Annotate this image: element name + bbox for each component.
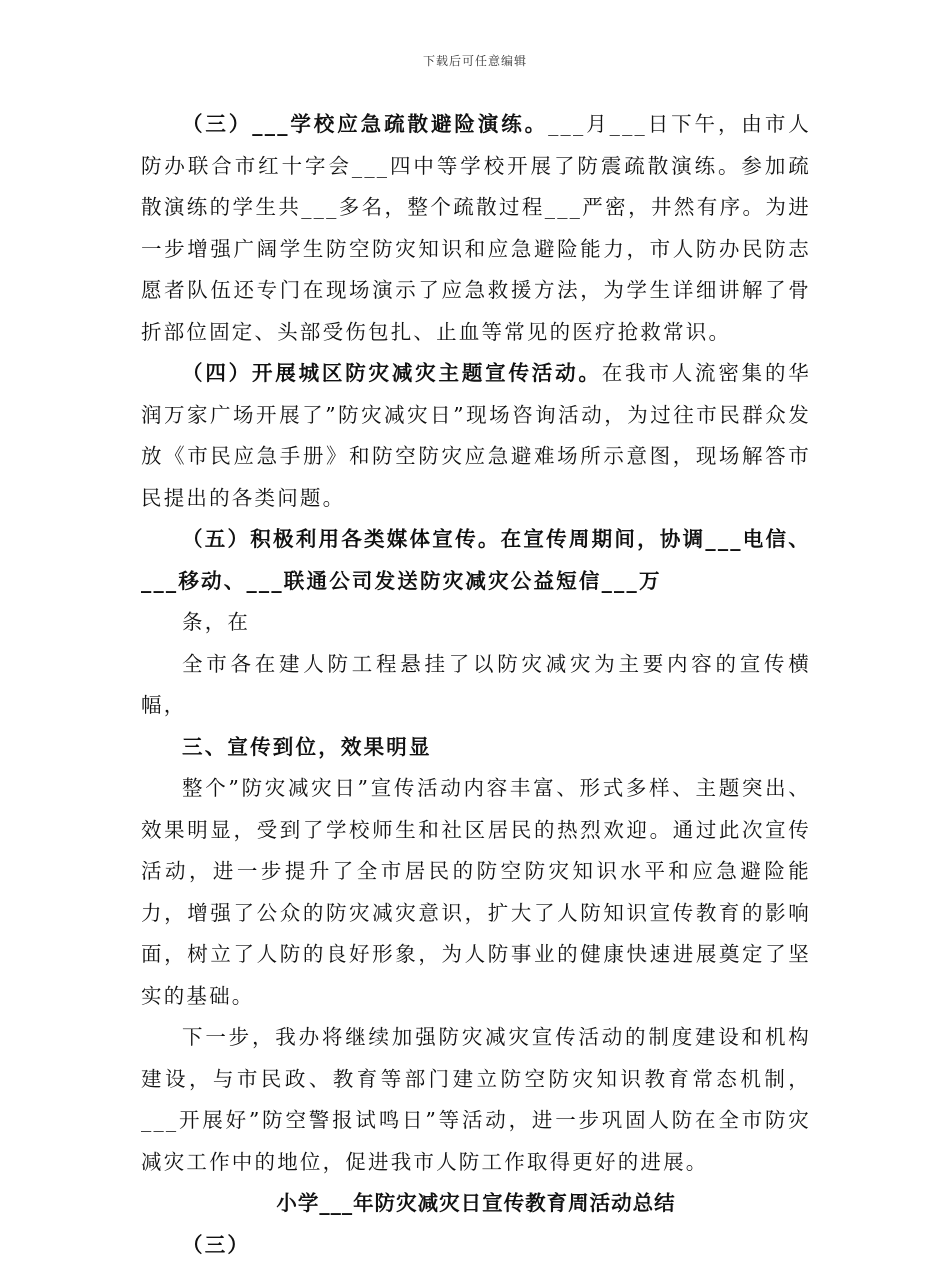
paragraph-school-drill xyxy=(141,104,811,353)
document-title: 小学___年防灾减灾日宣传教育周活动总结 xyxy=(141,1183,811,1225)
page-header: 下载后可任意编辑 xyxy=(0,52,950,69)
paragraph-city-campaign xyxy=(141,353,811,519)
paragraph-body: 在我市人流密集的华润万家广场开展了”防灾减灾日”现场咨询活动，为过往市民群众发放《市民应急手册》和防空防灾应急避难场所示意图，现场解答市民提出的各类问题。 xyxy=(141,361,811,510)
paragraph-banners: 全市各在建人防工程悬挂了以防灾减灾为主要内容的宣传横幅， xyxy=(141,644,811,727)
paragraph-results: 整个”防灾减灾日”宣传活动内容丰富、形式多样、主题突出、效果明显，受到了学校师生和社区居民的热烈欢迎。通过此次宣传活动，进一步提升了全市居民的防空防灾知识水平和应急避险能力，增强了公众的防灾减灾意识，扩大了人防知识宣传教育的影响面，树立了人防的良好形象，为人防事业的健康快速进展奠定了坚实的基础。 xyxy=(141,768,811,1017)
paragraph-heading: （三）___学校应急疏散避险演练。 xyxy=(182,112,548,136)
document-body xyxy=(141,104,811,1266)
paragraph-fragment: 条，在 xyxy=(141,602,811,644)
section-heading-results: 三、宣传到位，效果明显 xyxy=(141,727,811,769)
section-heading-trailing: （三） xyxy=(141,1225,811,1266)
paragraph-next-steps: 下一步，我办将继续加强防灾减灾宣传活动的制度建设和机构建设，与市民政、教育等部门建立防空防灾知识教育常态机制，___开展好”防空警报试鸣日”等活动，进一步巩固人防在全市防灾减灾工作中的地位，促进我市人防工作取得更好的进展。 xyxy=(141,1017,811,1183)
paragraph-media-publicity: （五）积极利用各类媒体宣传。在宣传周期间，协调___电信、___移动、___联通公司发送防灾减灾公益短信___万 xyxy=(141,519,811,602)
paragraph-heading: （四）开展城区防灾减灾主题宣传活动。 xyxy=(182,361,602,385)
paragraph-body: ___月___日下午，由市人防办联合市红十字会___四中等学校开展了防震疏散演练。参加疏散演练的学生共___多名，整个疏散过程___严密，井然有序。为进一步增强广阔学生防空防灾知识和应急避险能力，市人防办民防志愿者队伍还专门在现场演示了应急救援方法，为学生详细讲解了骨折部位固定、头部受伤包扎、止血等常见的医疗抢救常识。 xyxy=(141,112,811,344)
